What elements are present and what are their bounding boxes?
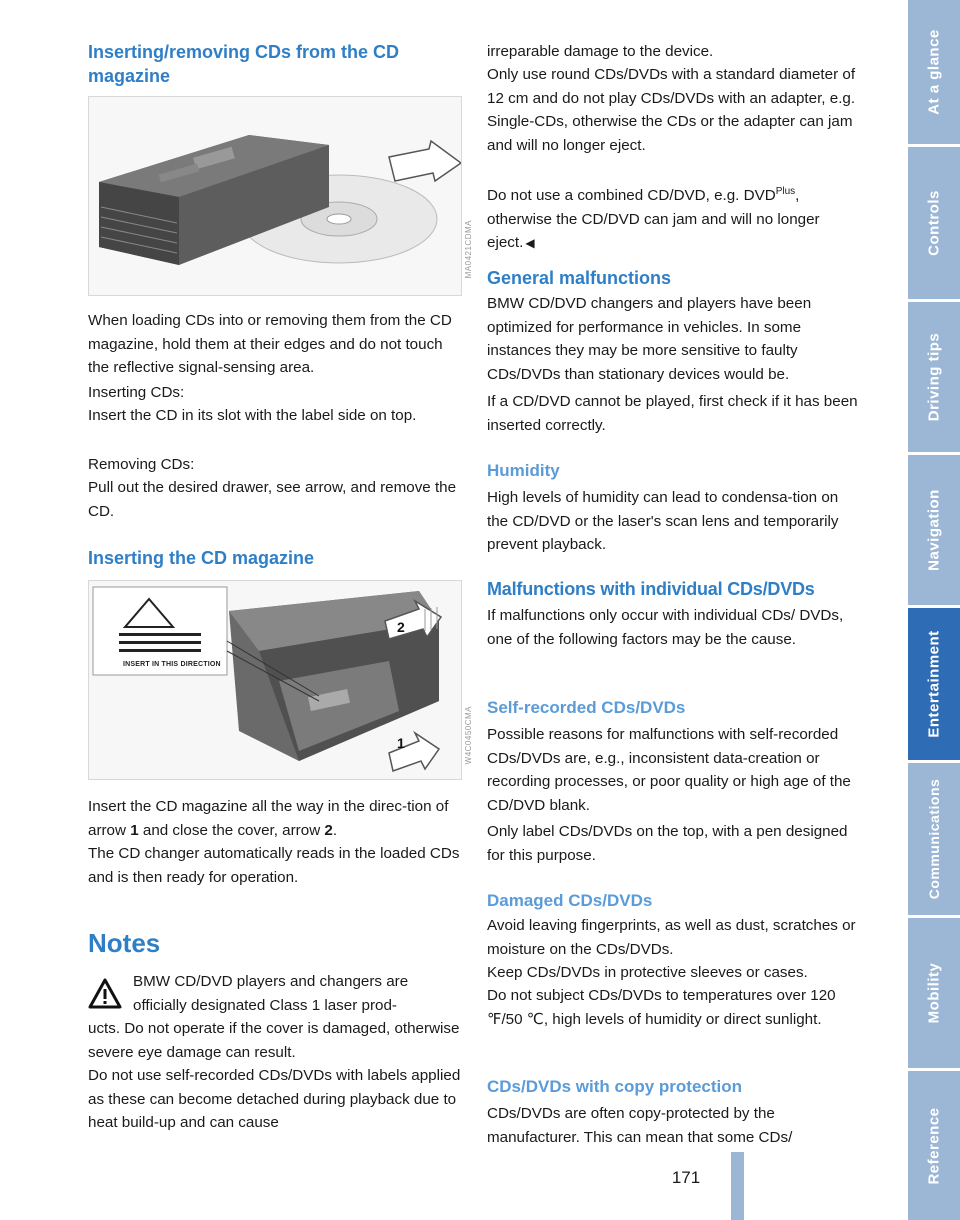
tab-entertainment[interactable] <box>908 608 960 760</box>
paragraph-self-1: Possible reasons for malfunctions with self-recorded CDs/DVDs are, e.g., inconsistent data-creation or recording processes, or poor quality or high age of the CD/DVD blank. <box>487 726 851 814</box>
tab-label: Driving tips <box>925 332 943 422</box>
end-mark-icon: ◀ <box>525 236 535 251</box>
tab-communications[interactable] <box>908 763 960 915</box>
paragraph-continued-1: irreparable damage to the device. <box>487 43 714 60</box>
tab-label: At a glance <box>925 29 943 115</box>
page-number: 171 <box>671 1168 701 1187</box>
paragraph-humidity: High levels of humidity can lead to condensa-tion on the CD/DVD or the laser's scan lens and temporarily prevent playback. <box>487 489 839 553</box>
arrow-2-label: 2 <box>397 619 405 635</box>
tab-reference[interactable] <box>908 1071 960 1220</box>
paragraph-inserting-body: Insert the CD in its slot with the label side on top. <box>88 407 417 424</box>
paragraph-damaged-1: Avoid leaving fingerprints, as well as dust, scratches or moisture on the CDs/DVDs. <box>487 917 856 958</box>
warning-text-2: ucts. Do not operate if the cover is damaged, otherwise severe eye damage can result. <box>88 1020 460 1061</box>
tab-label: Communications <box>926 778 942 900</box>
text-run: . <box>332 821 338 839</box>
paragraph-removing-title: Removing CDs: <box>88 456 195 473</box>
page-number-bar <box>731 1152 744 1220</box>
paragraph-damaged-3: Do not subject CDs/DVDs to temperatures over 120 ℉/50 ℃, high levels of humidity or direct sunlight. <box>487 987 836 1028</box>
paragraph-insert-magazine <box>88 795 462 842</box>
paragraph-general-2: If a CD/DVD cannot be played, first check if it has been inserted correctly. <box>487 393 858 434</box>
tab-label: Reference <box>925 1106 943 1185</box>
tab-label: Mobility <box>925 962 943 1024</box>
heading-individual-malfunctions: Malfunctions with individual CDs/DVDs <box>487 579 815 599</box>
paragraph-removing-body: Pull out the desired drawer, see arrow, and remove the CD. <box>88 479 457 520</box>
paragraph-self-2: Only label CDs/DVDs on the top, with a pen designed for this purpose. <box>487 823 848 864</box>
heading-general-malfunctions: General malfunctions <box>487 268 672 288</box>
superscript: Plus <box>775 186 796 197</box>
text-run: and close the cover, arrow <box>138 821 325 839</box>
cd-magazine-drawer-illustration <box>89 97 461 295</box>
figure-cd-magazine-drawer <box>88 96 462 296</box>
paragraph-loading: When loading CDs into or removing them from the CD magazine, hold them at their edges and do not touch the reflective signal-sensing area. <box>88 312 452 376</box>
paragraph-individual: If malfunctions only occur with individual CDs/ DVDs, one of the following factors may be the cause. <box>487 607 844 648</box>
heading-humidity: Humidity <box>487 461 560 480</box>
figure-code: W4C0450CMA <box>464 706 473 765</box>
sidebar-tabs <box>908 0 960 1220</box>
insert-direction-label: INSERT IN THIS DIRECTION <box>123 661 221 668</box>
figure-code: MA0421CDMA <box>464 220 473 279</box>
tab-controls[interactable] <box>908 147 960 299</box>
tab-mobility[interactable] <box>908 918 960 1068</box>
warning-icon <box>88 978 122 1010</box>
paragraph-general-1: BMW CD/DVD changers and players have been optimized for performance in vehicles. In some instances they may be more sensitive to faulty CDs/DVDs than stationary devices would be. <box>487 295 812 383</box>
tab-label: Controls <box>925 190 943 256</box>
insert-magazine-illustration <box>89 581 461 779</box>
warning-text-3: Do not use self-recorded CDs/DVDs with labels applied as these can become detached during playback due to heat build-up and can cause <box>88 1067 461 1131</box>
heading-notes: Notes <box>88 928 161 958</box>
tab-navigation[interactable] <box>908 455 960 605</box>
heading-inserting-removing: Inserting/removing CDs from the CD magazine <box>88 42 400 86</box>
heading-copy-protection: CDs/DVDs with copy protection <box>487 1077 743 1096</box>
tab-at-a-glance[interactable] <box>908 0 960 144</box>
tab-label: Entertainment <box>925 630 943 738</box>
arrow-1-label: 1 <box>397 735 405 751</box>
text-run: , otherwise the CD/DVD can jam and will no longer eject. <box>487 187 820 252</box>
paragraph-changer: The CD changer automatically reads in the loaded CDs and is then ready for operation. <box>88 845 460 886</box>
figure-insert-magazine <box>88 580 462 780</box>
arrow-ref-1: 1 <box>130 821 139 839</box>
tab-driving-tips[interactable] <box>908 302 960 452</box>
tab-label: Navigation <box>925 489 943 571</box>
paragraph-copy: CDs/DVDs are often copy-protected by the manufacturer. This can mean that some CDs/ <box>487 1105 793 1146</box>
heading-inserting-magazine: Inserting the CD magazine <box>88 548 315 568</box>
paragraph-inserting-title: Inserting CDs: <box>88 384 185 401</box>
heading-self-recorded: Self-recorded CDs/DVDs <box>487 698 686 717</box>
arrow-ref-2: 2 <box>324 821 333 839</box>
warning-text-1: BMW CD/DVD players and changers are officially designated Class 1 laser prod- <box>133 973 409 1014</box>
paragraph-continued-3 <box>487 180 861 256</box>
text-run: Do not use a combined CD/DVD, e.g. DVD <box>487 187 776 205</box>
text-run: Insert the CD magazine all the way in the direc-tion of arrow <box>88 798 449 839</box>
paragraph-damaged-2: Keep CDs/DVDs in protective sleeves or cases. <box>487 964 808 981</box>
paragraph-continued-2: Only use round CDs/DVDs with a standard diameter of 12 cm and do not play CDs/DVDs with an adapter, e.g. Single-CDs, otherwise the CDs or the adapter can jam and will no longer eject. <box>487 66 856 154</box>
heading-damaged: Damaged CDs/DVDs <box>487 891 653 910</box>
